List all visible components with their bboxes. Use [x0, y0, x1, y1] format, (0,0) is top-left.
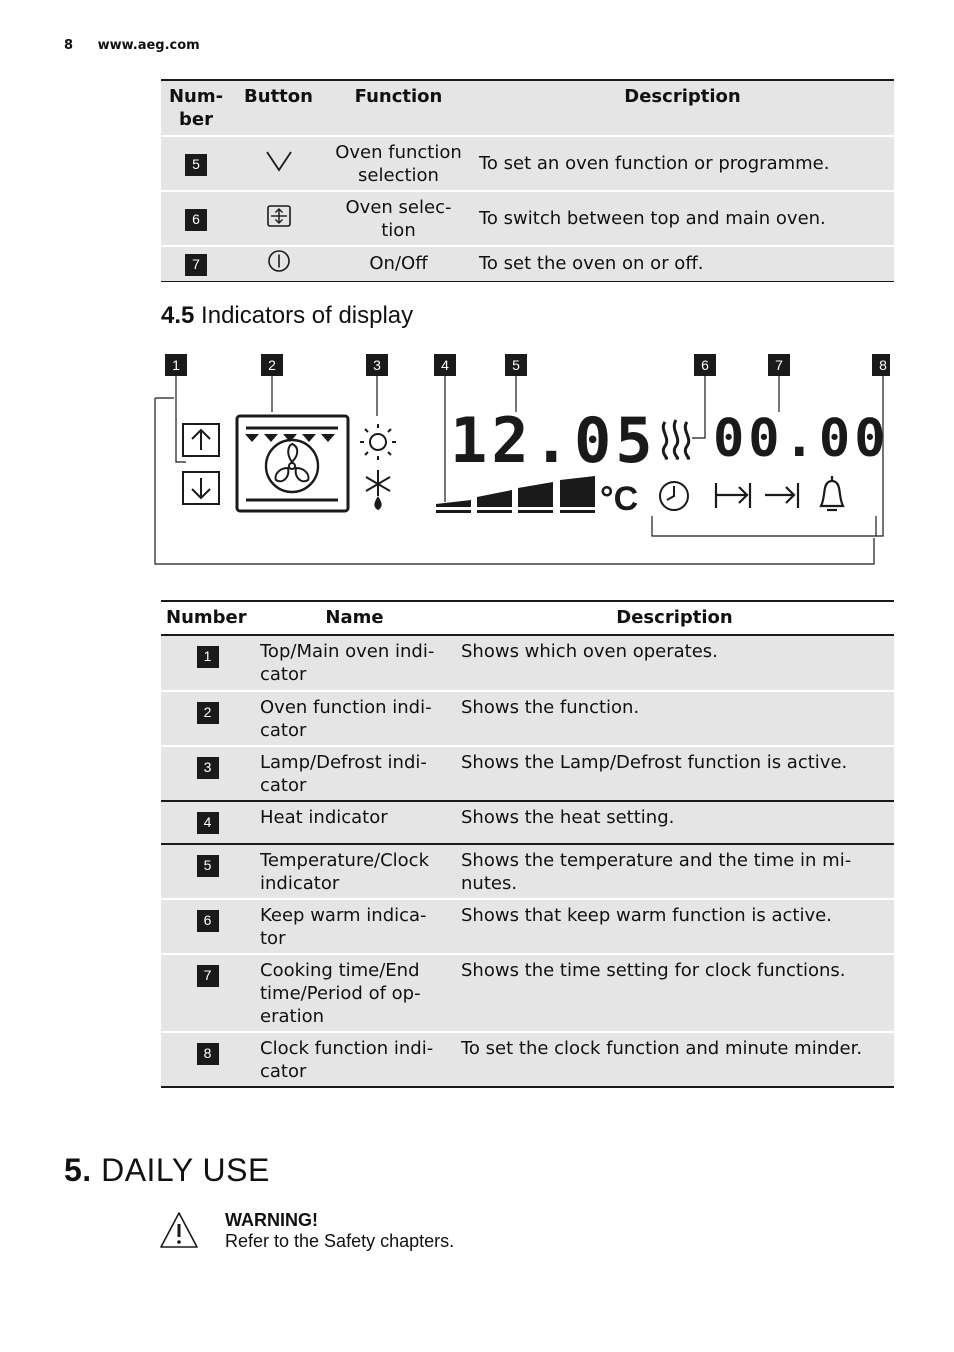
- duration-icon: [716, 483, 750, 508]
- table-row: [161, 136, 894, 191]
- number-badge: 4: [197, 812, 219, 834]
- function-name: Oven function selection: [326, 136, 471, 191]
- section-title: [161, 302, 413, 330]
- chapter-title: [64, 1152, 270, 1189]
- number-badge: 7: [185, 254, 207, 276]
- number-badge: 8: [197, 1043, 219, 1065]
- warning-icon: [158, 1210, 200, 1254]
- function-name: On/Off: [326, 246, 471, 281]
- indicator-description: Shows the heat setting.: [455, 801, 894, 844]
- chapter-heading: DAILY USE: [101, 1152, 270, 1188]
- function-description: To switch between top and main oven.: [471, 191, 894, 246]
- power-icon: [266, 258, 292, 279]
- col-function: Function: [354, 86, 443, 107]
- callout-label: 2: [268, 357, 276, 373]
- indicator-table: [161, 600, 894, 1088]
- number-badge: 6: [185, 209, 207, 231]
- keep-warm-icon: [663, 420, 688, 458]
- table-row: [161, 746, 894, 801]
- callout-label: 7: [775, 357, 783, 373]
- table-row: [161, 246, 894, 281]
- chapter-number: 5.: [64, 1152, 92, 1188]
- timer-readout: 00.00: [713, 409, 890, 469]
- website-link[interactable]: www.aeg.com: [97, 38, 200, 53]
- callout-label: 1: [172, 357, 180, 373]
- indicator-name: Temperature/Clock indicator: [254, 844, 455, 899]
- table-row: [161, 635, 894, 691]
- bell-icon: [821, 476, 843, 510]
- number-badge: 2: [197, 702, 219, 724]
- indicator-name: Oven function indi- cator: [254, 691, 455, 746]
- table-row: [161, 899, 894, 954]
- number-badge: 5: [197, 855, 219, 877]
- table-row: [161, 801, 894, 844]
- table-row: [161, 691, 894, 746]
- oven-fan-icon: [237, 416, 348, 511]
- col-name: Name: [254, 601, 455, 635]
- number-badge: 5: [185, 154, 207, 176]
- section-heading: Indicators of display: [201, 302, 414, 329]
- function-description: To set the oven on or off.: [471, 246, 894, 281]
- function-description: To set an oven function or programme.: [471, 136, 894, 191]
- indicator-description: To set the clock function and minute minder.: [455, 1032, 894, 1087]
- indicator-name: Cooking time/End time/Period of op- eration: [254, 954, 455, 1032]
- table-row: [161, 1032, 894, 1087]
- callout-label: 3: [373, 357, 381, 373]
- temperature-readout: 12.05: [450, 404, 657, 477]
- indicator-name: Heat indicator: [254, 801, 455, 844]
- indicator-name: Keep warm indica- tor: [254, 899, 455, 954]
- page-header: [64, 38, 200, 53]
- arrow-up-icon: [183, 424, 219, 456]
- page-number: 8: [64, 38, 74, 53]
- indicator-description: Shows that keep warm function is active.: [455, 899, 894, 954]
- col-description: Description: [455, 601, 894, 635]
- end-time-icon: [765, 483, 798, 508]
- section-number: 4.5: [161, 302, 195, 329]
- arrow-down-icon: [183, 472, 219, 504]
- table-row: [161, 954, 894, 1032]
- oven-select-icon: [266, 212, 292, 233]
- indicator-description: Shows the Lamp/Defrost function is active.: [455, 746, 894, 801]
- indicator-name: Top/Main oven indi- cator: [254, 635, 455, 691]
- warning-title: WARNING!: [225, 1210, 318, 1230]
- callout-label: 8: [879, 357, 887, 373]
- number-badge: 1: [197, 646, 219, 668]
- indicator-description: Shows the temperature and the time in mi- nutes.: [455, 844, 894, 899]
- col-number: Number: [161, 601, 254, 635]
- heat-bars-icon: [436, 476, 595, 513]
- col-description: Description: [624, 86, 741, 107]
- display-diagram: [150, 350, 890, 576]
- indicator-description: Shows the function.: [455, 691, 894, 746]
- col-number: Num- ber: [168, 86, 224, 130]
- temperature-unit: °C: [600, 480, 639, 518]
- callout-label: 6: [701, 357, 709, 373]
- table-row: [161, 844, 894, 899]
- warning-text: Refer to the Safety chapters.: [225, 1231, 455, 1251]
- indicator-description: Shows which oven operates.: [455, 635, 894, 691]
- table-row: [161, 191, 894, 246]
- button-table-header: [161, 80, 894, 136]
- indicator-description: Shows the time setting for clock functions.: [455, 954, 894, 1032]
- indicator-name: Lamp/Defrost indi- cator: [254, 746, 455, 801]
- button-table: [161, 79, 894, 282]
- col-button: Button: [244, 86, 313, 107]
- indicator-table-header: [161, 601, 894, 635]
- number-badge: 6: [197, 910, 219, 932]
- number-badge: 7: [197, 965, 219, 987]
- indicator-name: Clock function indi- cator: [254, 1032, 455, 1087]
- chevron-down-icon: [265, 157, 293, 178]
- callout-label: 4: [441, 357, 449, 373]
- callout-label: 5: [512, 357, 520, 373]
- defrost-icon: [366, 470, 390, 509]
- clock-icon: [660, 482, 688, 510]
- lamp-icon: [360, 424, 396, 460]
- number-badge: 3: [197, 757, 219, 779]
- function-name: Oven selec- tion: [326, 191, 471, 246]
